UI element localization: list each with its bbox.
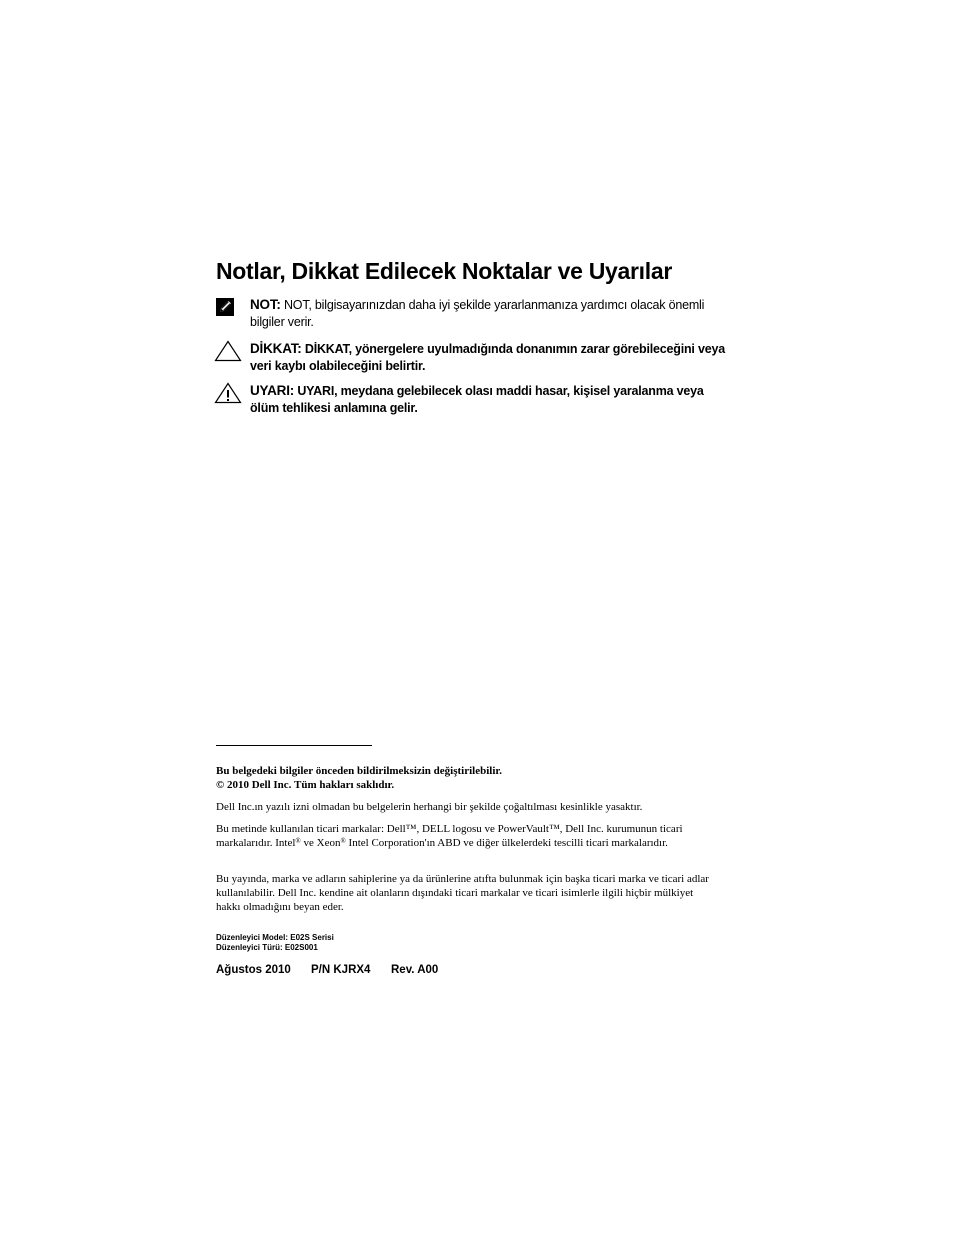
note-pencil-icon	[214, 296, 242, 320]
publication-footer	[216, 963, 616, 977]
warning-triangle-icon	[214, 382, 242, 406]
publication-date: Ağustos 2010	[216, 964, 291, 976]
copyright-line: © 2010 Dell Inc. Tüm hakları saklıdır.	[216, 779, 395, 791]
note-label: NOT:	[250, 297, 281, 312]
registered-mark: ®	[340, 837, 346, 845]
trademarks-text-3: Intel Corporation'ın ABD ve diğer ülkelerdeki tescilli ticari markalarıdır.	[345, 837, 668, 849]
legal-block-reproduction	[216, 800, 716, 814]
caution-triangle-icon	[214, 340, 242, 364]
legal-block-change	[216, 764, 716, 792]
caution-text	[250, 340, 725, 375]
trademarks-text-2: ve Xeon	[300, 837, 341, 849]
note-text	[250, 296, 725, 331]
part-number: P/N KJRX4	[311, 964, 371, 976]
registered-mark: ®	[295, 837, 301, 845]
change-notice: Bu belgedeki bilgiler önceden bildirilmeksizin değiştirilebilir.	[216, 765, 503, 777]
caution-label: DİKKAT:	[250, 341, 302, 356]
other-marks-notice: Bu yayında, marka ve adların sahiplerine ya da ürünlerine atıfta bulunmak için başka ticari marka ve ticari adlar kullanılabilir. Dell Inc. kendine ait olanların dışındaki ticari markalar ve ticari isimlerle ilgili hiçbir mülkiyet hakkı olmadığını beyan eder.	[216, 873, 709, 913]
reproduction-notice: Dell Inc.ın yazılı izni olmadan bu belgelerin herhangi bir şekilde çoğaltılması kesinlikle yasaktır.	[216, 801, 643, 813]
warning-text	[250, 382, 725, 417]
legal-block-other-marks	[216, 872, 716, 914]
revision: Rev. A00	[391, 964, 439, 976]
legal-block-trademarks	[216, 822, 716, 850]
warning-label: UYARI:	[250, 383, 295, 398]
regulatory-info	[216, 933, 616, 953]
page-title: Notlar, Dikkat Edilecek Noktalar ve Uyarılar	[216, 258, 672, 284]
caution-body: DİKKAT, yönergelere uyulmadığında donanımın zarar görebileceğini veya veri kaybı olabileceğini belirtir.	[250, 342, 725, 373]
trademarks-text-1: Bu metinde kullanılan ticari markalar: Dell™, DELL logosu ve PowerVault™, Dell Inc. kurumunun ticari markalarıdır. Intel	[216, 823, 683, 849]
divider-rule	[216, 745, 372, 746]
regulatory-model: Düzenleyici Model: E02S Serisi	[216, 933, 334, 942]
trademarks-notice	[216, 822, 716, 850]
regulatory-type: Düzenleyici Türü: E02S001	[216, 943, 318, 952]
note-body: NOT, bilgisayarınızdan daha iyi şekilde yararlanmanıza yardımcı olacak önemli bilgiler verir.	[250, 298, 705, 329]
warning-body: UYARI, meydana gelebilecek olası maddi hasar, kişisel yaralanma veya ölüm tehlikesi anlamına gelir.	[250, 384, 704, 415]
